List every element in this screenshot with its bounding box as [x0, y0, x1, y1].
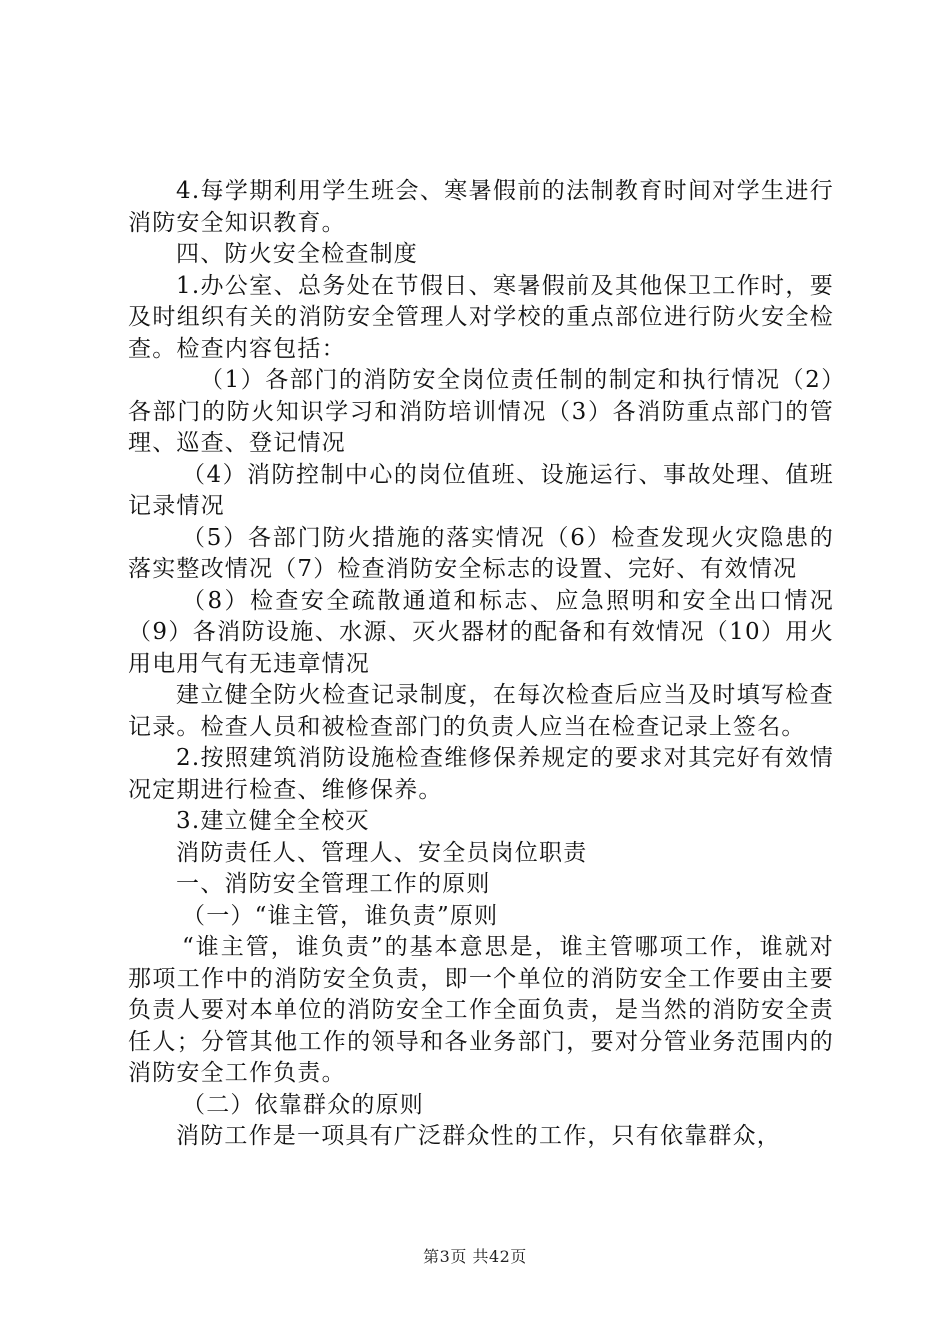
paragraph-check-items-8: （8）检查安全疏散通道和标志、应急照明和安全出口情况（9）各消防设施、水源、灭火器材的配备和有效情况（10）用火用电用气有无违章情况 [128, 587, 834, 677]
paragraph-3-establish: 3.建立健全全校灭 [176, 808, 370, 834]
paragraph-2-maintenance: 2.按照建筑消防设施检查维修保养规定的要求对其完好有效情况定期进行检查、维修保养。 [128, 745, 834, 803]
subsection-heading-2: （二）依靠群众的原则 [182, 1091, 424, 1118]
document-body [128, 176, 834, 1153]
section-heading-4: 四、防火安全检查制度 [176, 241, 418, 267]
paragraph-check-items-4: （4）消防控制中心的岗位值班、设施运行、事故处理、值班记录情况 [128, 461, 834, 519]
page-footer: 第3页 共42页 [423, 1247, 527, 1266]
paragraph-check-items-1: （1）各部门的消防安全岗位责任制的制定和执行情况（2）各部门的防火知识学习和消防培训情况（3）各消防重点部门的管理、巡查、登记情况 [128, 367, 834, 456]
paragraph-1: 4.每学期利用学生班会、寒暑假前的法制教育时间对学生进行消防安全知识教育。 [128, 178, 834, 236]
section-title-duties: 消防责任人、管理人、安全员岗位职责 [176, 839, 588, 866]
paragraph-check-items-5: （5）各部门防火措施的落实情况（6）检查发现火灾隐患的落实整改情况（7）检查消防安全标志的设置、完好、有效情况 [128, 524, 834, 582]
paragraph-principle-explanation: “谁主管，谁负责”的基本意思是，谁主管哪项工作，谁就对那项工作中的消防安全负责，即一个单位的消防安全工作要由主要负责人要对本单位的消防安全工作全面负责，是当然的消防安全责任人；分管其他工作的领导和各业务部门，要对分管业务范围内的消防安全工作负责。 [128, 934, 834, 1086]
paragraph-mass-work: 消防工作是一项具有广泛群众性的工作，只有依靠群众， [176, 1123, 781, 1149]
section-heading-1: 一、消防安全管理工作的原则 [176, 871, 491, 897]
paragraph-3: 1.办公室、总务处在节假日、寒暑假前及其他保卫工作时，要及时组织有关的消防安全管理人对学校的重点部位进行防火安全检查。检查内容包括： [128, 272, 834, 362]
subsection-heading-1: （一）“谁主管，谁负责”原则 [182, 902, 499, 929]
paragraph-record-system: 建立健全防火检查记录制度，在每次检查后应当及时填写检查记录。检查人员和被检查部门的负责人应当在检查记录上签名。 [128, 682, 834, 740]
